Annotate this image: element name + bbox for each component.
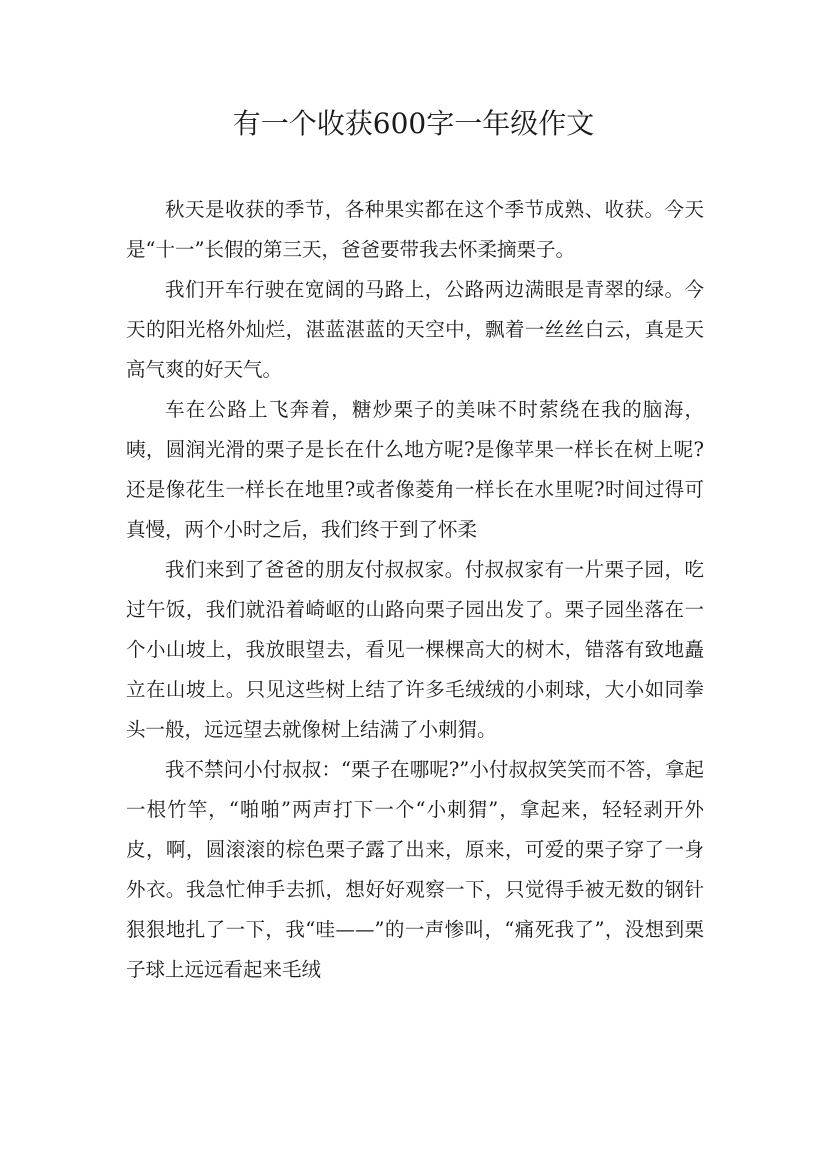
paragraph-5: 我不禁问小付叔叔：“栗子在哪呢?”小付叔叔笑笑而不答，拿起一根竹竿，“啪啪”两声打下一个“小刺猬”，拿起来，轻轻剥开外皮，啊，圆滚滚的棕色栗子露了出来，原来，可爱的栗子穿了一身外衣。我急忙伸手去抓，想好好观察一下，只觉得手被无数的钢针狠狠地扎了一下，我“哇——”的一声惨叫，“痛死我了”，没想到栗子球上远远看起来毛绒 [126, 758, 704, 981]
paragraph-4: 我们来到了爸爸的朋友付叔叔家。付叔叔家有一片栗子园，吃过午饭，我们就沿着崎岖的山路向栗子园出发了。栗子园坐落在一个小山坡上，我放眼望去，看见一棵棵高大的树木，错落有致地矗立在山坡上。只见这些树上结了许多毛绒绒的小刺球，大小如同拳头一般，远远望去就像树上结满了小刺猬。 [126, 558, 704, 741]
document-body [126, 190, 704, 990]
document-title: 有一个收获600字一年级作文 [232, 107, 595, 140]
paragraph-3: 车在公路上飞奔着，糖炒栗子的美味不时萦绕在我的脑海，咦，圆润光滑的栗子是长在什么地方呢?是像苹果一样长在树上呢?还是像花生一样长在地里?或者像菱角一样长在水里呢?时间过得可真慢，两个小时之后，我们终于到了怀柔 [126, 398, 704, 541]
paragraph-2: 我们开车行驶在宽阔的马路上，公路两边满眼是青翠的绿。今天的阳光格外灿烂，湛蓝湛蓝的天空中，飘着一丝丝白云，真是天高气爽的好天气。 [126, 278, 704, 381]
paragraph-1: 秋天是收获的季节，各种果实都在这个季节成熟、收获。今天是“十一”长假的第三天，爸爸要带我去怀柔摘栗子。 [126, 198, 704, 261]
